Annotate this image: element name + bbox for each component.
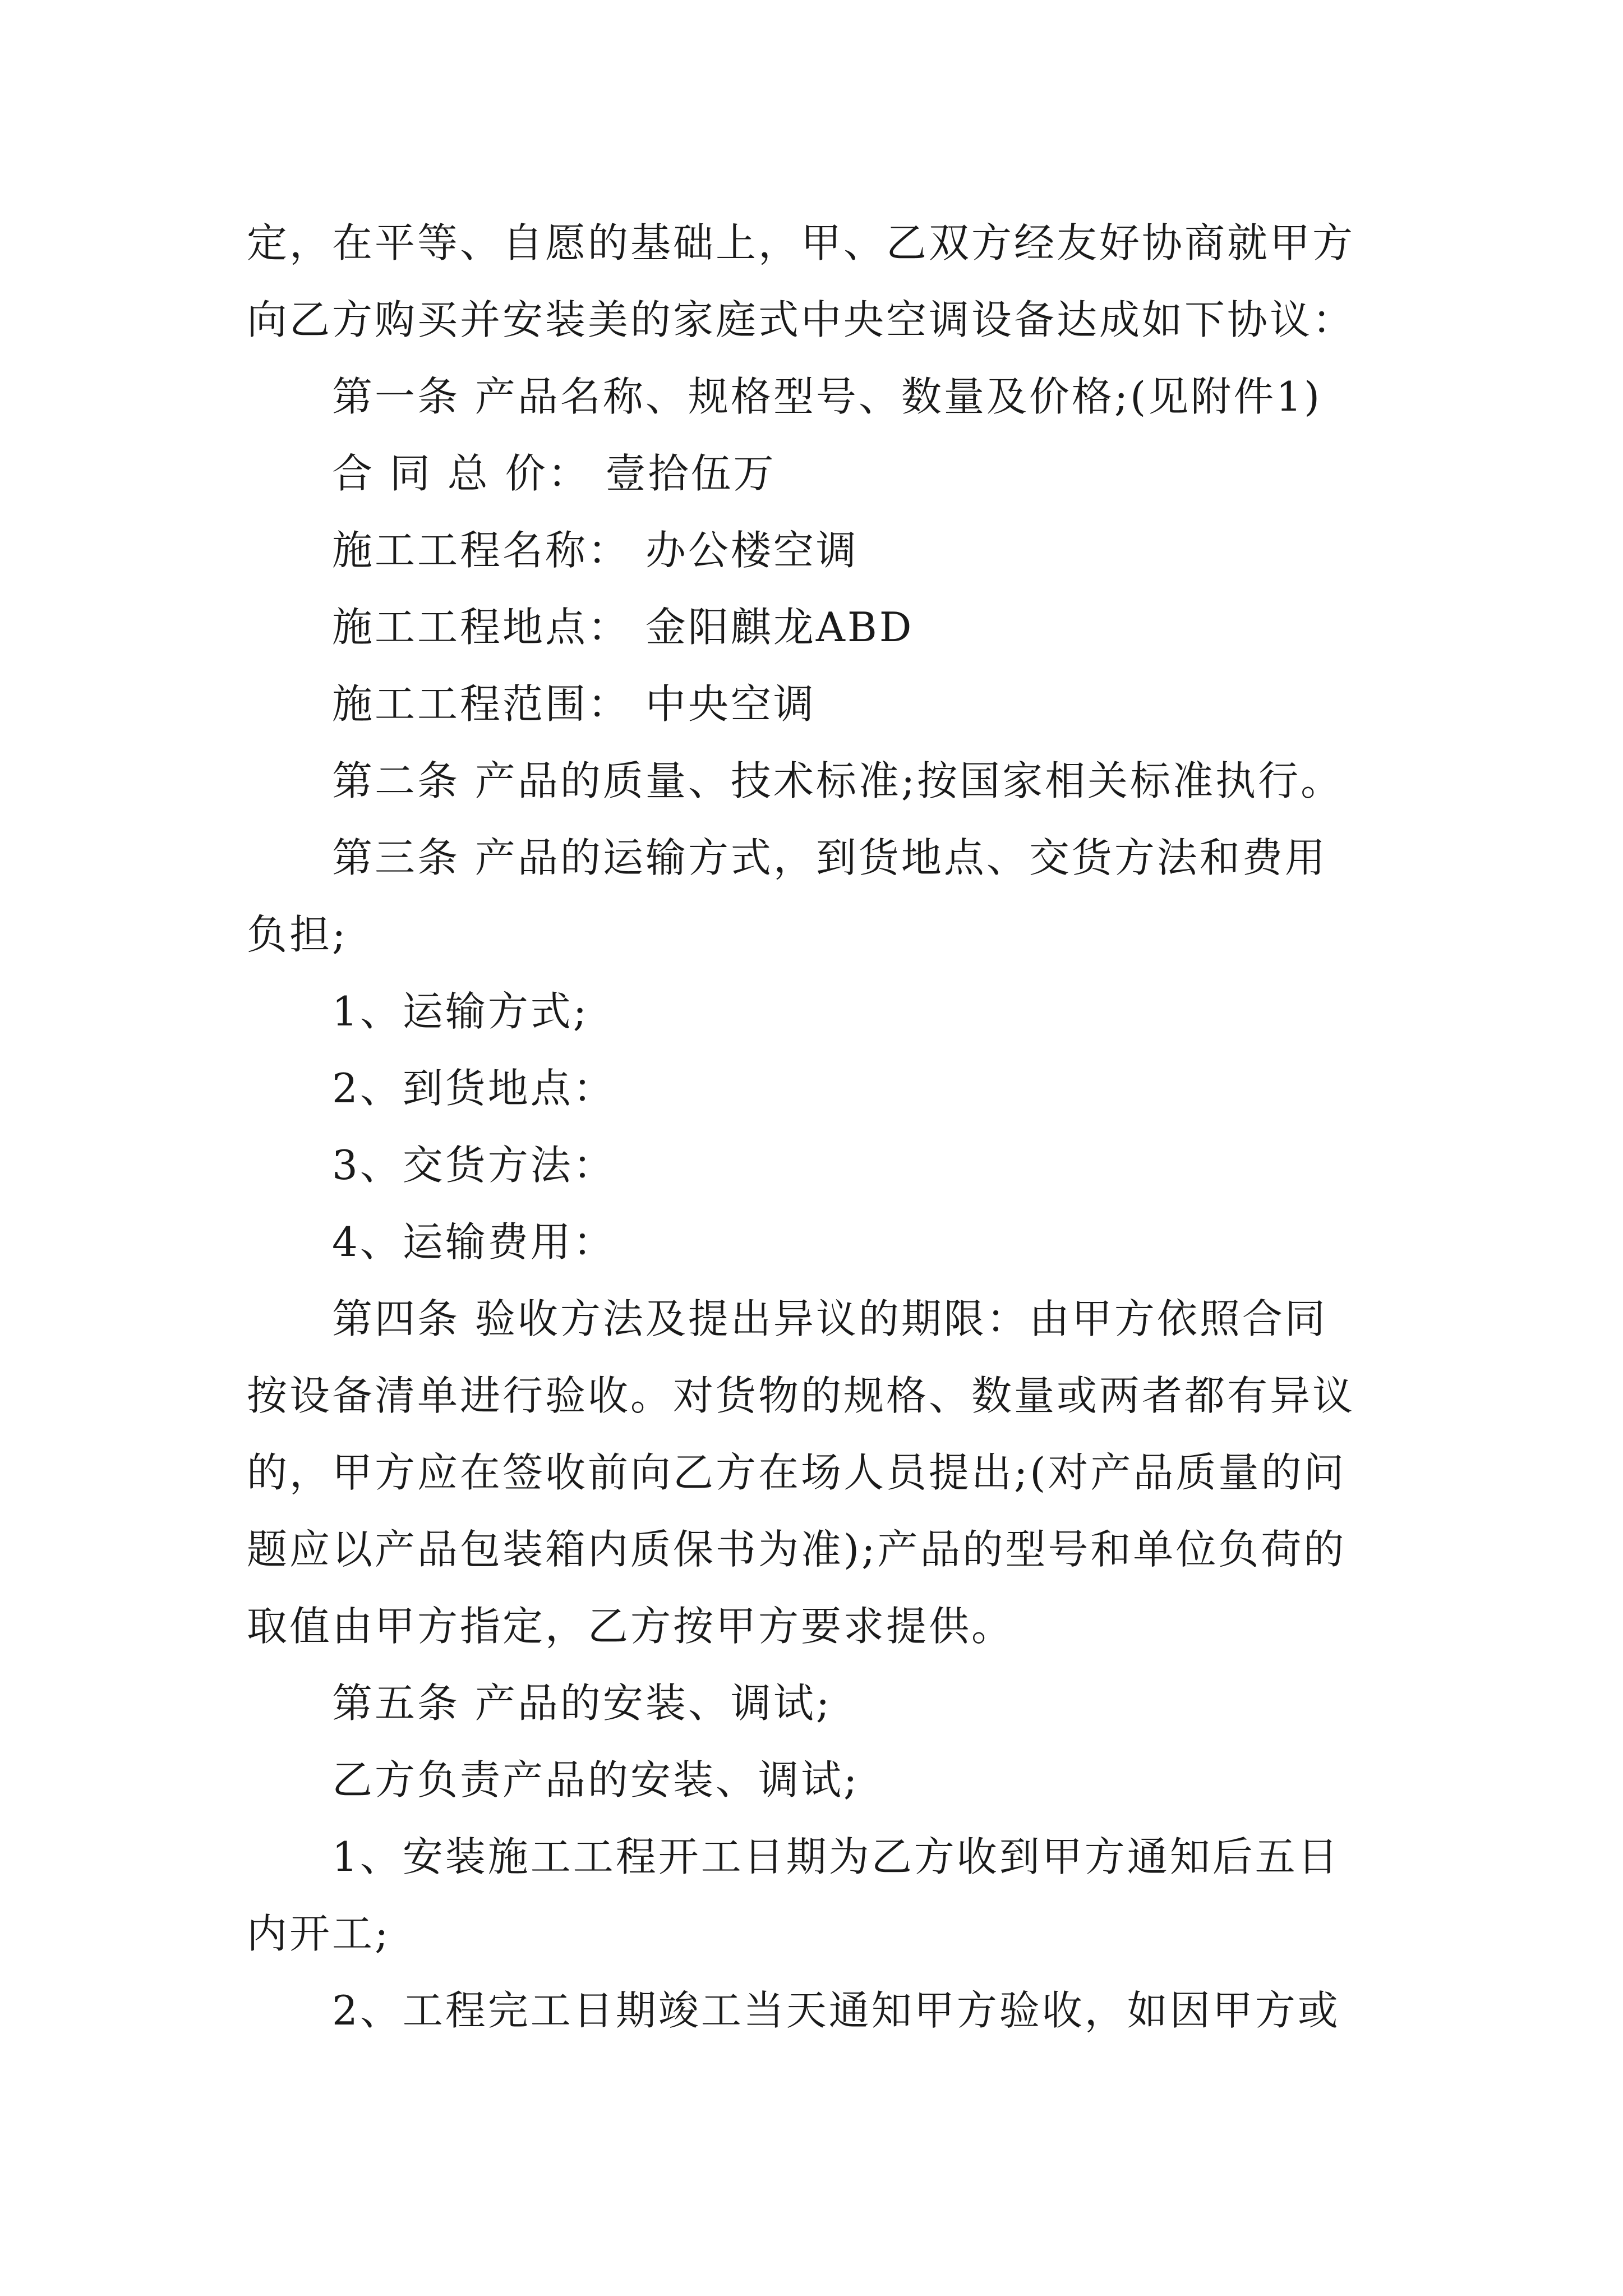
list-item-transport-method: 1、运输方式; — [332, 988, 589, 1035]
project-location: 施工工程地点： 金阳麒龙ABD — [332, 604, 914, 651]
text-line-23: 内开工; — [247, 1910, 391, 1957]
list-item-start-date: 1、安装施工工程开工日期为乙方收到甲方通知后五日 — [332, 1833, 1340, 1880]
text-line-18: 题应以产品包装箱内质保书为准);产品的型号和单位负荷的 — [247, 1526, 1347, 1573]
text-line-19: 取值由甲方指定，乙方按甲方要求提供。 — [247, 1603, 1015, 1650]
text-line-17: 的，甲方应在签收前向乙方在场人员提出;(对产品质量的问 — [247, 1449, 1347, 1496]
text-line-10: 负担; — [247, 911, 348, 958]
article-2-heading: 第二条 产品的质量、技术标准;按国家相关标准执行。 — [332, 757, 1344, 804]
text-line-16: 按设备清单进行验收。对货物的规格、数量或两者都有异议 — [247, 1372, 1355, 1419]
text-line-1: 定，在平等、自愿的基础上，甲、乙双方经友好协商就甲方 — [247, 219, 1355, 266]
article-3-heading: 第三条 产品的运输方式，到货地点、交货方法和费用 — [332, 834, 1327, 881]
contract-total-price: 合 同 总 价： 壹拾伍万 — [332, 450, 776, 497]
project-scope: 施工工程范围： 中央空调 — [332, 680, 816, 728]
list-item-completion-date: 2、工程完工日期竣工当天通知甲方验收，如因甲方或 — [332, 1987, 1340, 2034]
article-5-heading: 第五条 产品的安装、调试; — [332, 1680, 832, 1727]
text-line-21: 乙方负责产品的安装、调试; — [332, 1756, 860, 1803]
list-item-transport-cost: 4、运输费用： — [332, 1218, 616, 1266]
list-item-delivery-method: 3、交货方法： — [332, 1142, 616, 1189]
list-item-delivery-location: 2、到货地点： — [332, 1065, 616, 1112]
text-line-2: 向乙方购买并安装美的家庭式中央空调设备达成如下协议： — [247, 296, 1355, 343]
article-4-heading: 第四条 验收方法及提出异议的期限：由甲方依照合同 — [332, 1295, 1327, 1342]
article-1-heading: 第一条 产品名称、规格型号、数量及价格;(见附件1) — [332, 373, 1322, 420]
project-name: 施工工程名称： 办公楼空调 — [332, 527, 859, 574]
